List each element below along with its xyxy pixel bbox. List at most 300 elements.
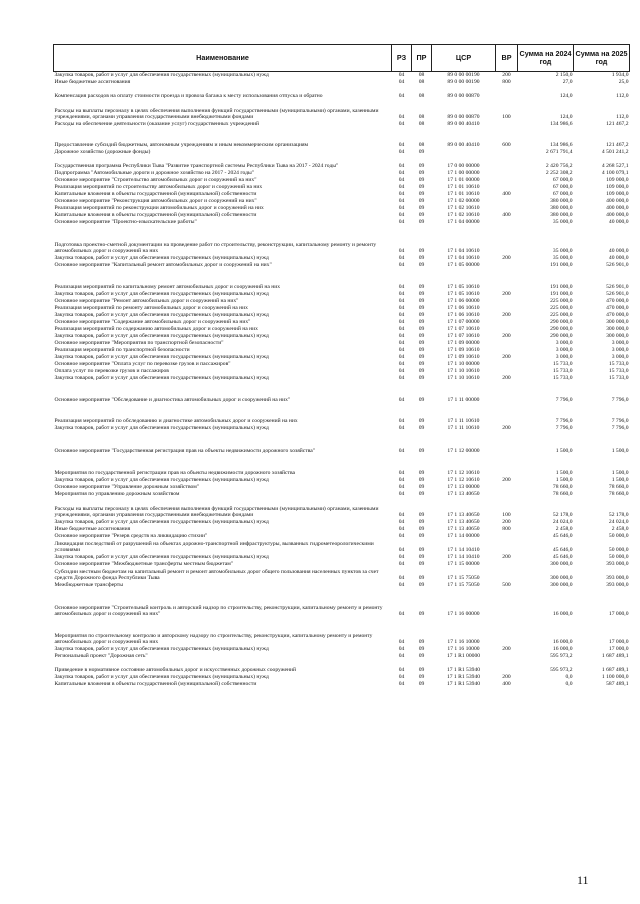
row-sum-2024: 290 000,0: [550, 326, 573, 333]
row-rz: 04: [398, 340, 405, 347]
row-csr: 89 0 00 40410: [447, 121, 480, 128]
row-vr: [496, 269, 518, 291]
row-csr: 17 1 06 10610: [447, 312, 480, 319]
row-csr: 17 1 02 10610: [447, 205, 480, 212]
row-name: Закупка товаров, работ и услуг для обеспечения государственных (муниципальных) нужд: [54, 519, 269, 526]
row-sum-2024: 7 796,0: [555, 418, 573, 425]
row-name: Закупка товаров, работ и услуг для обеспечения государственных (муниципальных) нужд: [54, 255, 269, 262]
row-sum-2025: 526 901,0: [606, 284, 629, 291]
table-row: [54, 540, 630, 554]
row-csr: 17 1 05 00000: [447, 262, 480, 269]
row-pr: 09: [418, 519, 425, 526]
row-sum-2025: 470 000,0: [606, 298, 629, 305]
table-row: [54, 432, 630, 455]
row-csr: 17 1 06 00000: [447, 298, 480, 305]
row-sum-2025: 1 934,0: [611, 72, 629, 79]
row-vr: 200: [502, 255, 511, 262]
row-rz: 04: [398, 491, 405, 498]
table-row: [54, 291, 630, 298]
table-row: [54, 361, 630, 368]
row-csr: 17 1 R1 53940: [446, 667, 481, 674]
table-row: [54, 375, 630, 382]
row-vr: 200: [502, 425, 511, 432]
row-vr: [496, 568, 518, 582]
row-sum-2024: 595 973,2: [550, 667, 573, 674]
row-pr: 09: [418, 255, 425, 262]
row-sum-2024: 16 000,0: [552, 611, 573, 618]
row-sum-2025: 400 000,0: [606, 205, 629, 212]
row-sum-2024: 3 000,0: [555, 340, 573, 347]
table-row: [54, 368, 630, 375]
row-csr: 17 1 02 10610: [447, 212, 480, 219]
row-sum-2025: 587 489,1: [606, 681, 629, 688]
row-rz: 04: [398, 284, 405, 291]
row-rz: 04: [398, 170, 405, 177]
table-row: [54, 121, 630, 128]
row-rz: 04: [398, 512, 405, 519]
row-csr: 17 1 12 10610: [447, 477, 480, 484]
row-sum-2025: 1 500,0: [611, 448, 629, 455]
row-sum-2025: 7 796,0: [611, 425, 629, 432]
row-csr: 17 1 09 00000: [447, 340, 480, 347]
header-sum-2025: Сумма на 2025 год: [574, 45, 630, 72]
row-sum-2025: 3 000,0: [611, 347, 629, 354]
row-sum-2025: 40 000,0: [608, 248, 629, 255]
row-sum-2025: 50 000,0: [608, 533, 629, 540]
table-row: [54, 561, 630, 568]
row-csr: 89 0 00 00870: [447, 114, 480, 121]
row-name: Реализация мероприятий по капитальному ремонт автомобильных дорог и сооружений на них: [54, 284, 281, 291]
row-csr: 89 0 00 00190: [447, 72, 480, 79]
row-pr: 09: [418, 653, 425, 660]
header-rz: РЗ: [392, 45, 412, 72]
row-csr: 17 1 15 75050: [447, 575, 480, 582]
row-sum-2024: 35 000,0: [552, 248, 573, 255]
row-sum-2024: 1 500,0: [555, 477, 573, 484]
row-name: Реализация мероприятий по строительству автомобильных дорог и сооружений на них: [54, 184, 263, 191]
row-name: Мероприятия по государственной регистрации прав на объекты недвижимости дорожного хозяйства: [54, 470, 296, 477]
row-vr: [496, 86, 518, 100]
row-sum-2024: 0,0: [565, 674, 573, 681]
row-name: Реализация мероприятий по обследованию и диагностике автомобильных дорог и сооружений на них: [54, 418, 298, 425]
row-sum-2025: 17 000,0: [608, 611, 629, 618]
table-row: [54, 404, 630, 425]
row-csr: 17 1 16 00000: [447, 611, 480, 618]
row-sum-2025: 50 000,0: [608, 547, 629, 554]
row-csr: 17 0 00 00000: [447, 163, 480, 170]
row-sum-2025: 3 000,0: [611, 354, 629, 361]
row-pr: 09: [418, 347, 425, 354]
row-vr: [496, 382, 518, 404]
row-vr: 400: [502, 191, 511, 198]
row-pr: 09: [418, 575, 425, 582]
header-pr: ПР: [412, 45, 432, 72]
row-csr: 17 1 R1 53940: [446, 674, 481, 681]
table-row: [54, 219, 630, 226]
row-vr: 200: [502, 354, 511, 361]
row-sum-2024: 45 646,0: [552, 533, 573, 540]
row-pr: 09: [418, 333, 425, 340]
row-name: Основное мероприятие "Мероприятия по транспортной безопасности": [54, 340, 224, 347]
table-row: [54, 568, 630, 582]
row-vr: [496, 361, 518, 368]
row-pr: 09: [418, 205, 425, 212]
table-row: [54, 326, 630, 333]
row-pr: 08: [418, 72, 425, 79]
row-csr: 17 1 14 10410: [447, 554, 480, 561]
row-pr: 09: [418, 477, 425, 484]
row-pr: 09: [418, 554, 425, 561]
row-sum-2025: 121 467,2: [606, 142, 629, 149]
row-sum-2024: 3 000,0: [555, 347, 573, 354]
row-pr: 08: [418, 114, 425, 121]
row-rz: 04: [398, 354, 405, 361]
row-rz: 04: [398, 163, 405, 170]
row-name: Ликвидация последствий от разрушений на объектах дорожно-транспортной инфраструктуры, вызванных гидрометеорологическими условиями: [54, 540, 374, 554]
row-vr: [496, 226, 518, 255]
row-name: Основное мероприятие "Управление дорожным хозяйством": [54, 484, 200, 491]
budget-page: [53, 44, 629, 688]
row-rz: 04: [398, 305, 405, 312]
row-sum-2025: 470 000,0: [606, 305, 629, 312]
row-sum-2024: 15 733,0: [552, 361, 573, 368]
table-row: [54, 333, 630, 340]
row-pr: 09: [418, 198, 425, 205]
row-pr: 09: [418, 177, 425, 184]
row-name: Основное мероприятие "Строительство автомобильных дорог и сооружений на них": [54, 177, 257, 184]
row-rz: 04: [398, 93, 405, 100]
row-name: Закупка товаров, работ и услуг для обеспечения государственных (муниципальных) нужд: [54, 312, 269, 319]
row-name: Закупка товаров, работ и услуг для обеспечения государственных (муниципальных) нужд: [54, 554, 269, 561]
row-csr: 17 1 07 10610: [447, 333, 480, 340]
row-rz: 04: [398, 177, 405, 184]
row-pr: 09: [418, 526, 425, 533]
row-vr: [496, 177, 518, 184]
row-rz: 04: [398, 639, 405, 646]
row-vr: 600: [502, 142, 511, 149]
row-sum-2024: 124,0: [559, 114, 573, 121]
row-pr: 09: [418, 484, 425, 491]
row-pr: 08: [418, 79, 425, 86]
table-row: [54, 177, 630, 184]
row-name: Расходы на обеспечение деятельности (оказание услуг) государственных учреждений: [54, 121, 260, 128]
row-sum-2024: 3 000,0: [555, 354, 573, 361]
row-csr: 17 1 13 40650: [447, 512, 480, 519]
row-csr: 17 1 R1 00000: [446, 653, 481, 660]
row-name: Капитальные вложения в объекты государственной (муниципальной) собственности: [54, 681, 257, 688]
row-pr: 09: [418, 425, 425, 432]
row-rz: 04: [398, 375, 405, 382]
row-sum-2024: 124,0: [559, 93, 573, 100]
row-rz: 04: [398, 255, 405, 262]
row-name: Основное мероприятие "Строительный контроль и авторский надзор по строительству, реконструкции, капитальному ремонту и ремонту автомобильных дорог и сооружений на них": [54, 604, 383, 618]
row-csr: 17 1 05 10610: [447, 284, 480, 291]
row-name: Расходы на выплаты персоналу в целях обеспечения выполнения функций государственными (муниципальными) органами, казенными учреждениями, органами управления государственными внебюджетными фондами: [54, 107, 379, 121]
row-pr: 09: [418, 582, 425, 589]
row-sum-2025: 526 901,0: [606, 291, 629, 298]
row-pr: 09: [418, 340, 425, 347]
row-sum-2024: 225 000,0: [550, 298, 573, 305]
row-rz: 04: [398, 219, 405, 226]
row-vr: [496, 455, 518, 477]
row-vr: [496, 319, 518, 326]
row-sum-2025: 393 000,0: [606, 582, 629, 589]
row-name: Основное мероприятие "Государственная регистрация прав на объекты недвижимости дорожного хозяйства": [54, 448, 316, 455]
row-vr: [496, 533, 518, 540]
row-rz: 04: [398, 361, 405, 368]
row-vr: 200: [502, 554, 511, 561]
row-sum-2025: 40 000,0: [608, 255, 629, 262]
row-name: Капитальные вложения в объекты государственной (муниципальной) собственности: [54, 212, 257, 219]
row-name: Расходы на выплаты персоналу в целях обеспечения выполнения функций государственными (муниципальными) органами, казенными учреждениями, органами управления государственными внебюджетными фондами: [54, 505, 379, 519]
row-rz: 04: [398, 526, 405, 533]
row-pr: 08: [418, 121, 425, 128]
row-csr: 17 1 09 10610: [447, 354, 480, 361]
row-pr: 09: [418, 312, 425, 319]
row-pr: 09: [418, 298, 425, 305]
row-sum-2024: 15 733,0: [552, 375, 573, 382]
table-row: [54, 477, 630, 484]
row-name: Реализация мероприятий по реконструкции автомобильных дорог и сооружений на них: [54, 205, 264, 212]
table-row: [54, 79, 630, 86]
row-rz: 04: [398, 121, 405, 128]
row-sum-2025: 109 000,0: [606, 191, 629, 198]
table-row: [54, 226, 630, 255]
row-vr: 800: [502, 526, 511, 533]
row-name: Основное мероприятие "Ремонт автомобильных дорог и сооружений на них": [54, 298, 239, 305]
row-name: Основное мероприятие "Капитальный ремонт автомобильных дорог и сооружений на них": [54, 262, 272, 269]
row-vr: 800: [502, 79, 511, 86]
row-sum-2024: 78 660,0: [552, 491, 573, 498]
table-row: [54, 533, 630, 540]
header-name: Наименование: [54, 45, 392, 72]
row-rz: 04: [398, 519, 405, 526]
row-pr: 09: [418, 305, 425, 312]
row-sum-2024: 300 000,0: [550, 575, 573, 582]
row-sum-2024: 7 796,0: [555, 425, 573, 432]
row-csr: 17 1 07 00000: [447, 319, 480, 326]
table-row: [54, 674, 630, 681]
row-sum-2024: 16 000,0: [552, 646, 573, 653]
row-name: Приведение в нормативное состояние автомобильных дорог и искусственных дорожных сооружений: [54, 667, 297, 674]
row-vr: 200: [502, 674, 511, 681]
table-row: [54, 582, 630, 589]
row-csr: 17 1 16 10000: [447, 646, 480, 653]
row-sum-2024: 7 796,0: [555, 397, 573, 404]
row-sum-2025: 1 687 489,1: [601, 653, 629, 660]
row-sum-2024: 595 973,2: [550, 653, 573, 660]
row-sum-2025: 25,0: [618, 79, 629, 86]
row-name: Закупка товаров, работ и услуг для обеспечения государственных (муниципальных) нужд: [54, 674, 269, 681]
row-csr: 17 1 12 00000: [447, 448, 480, 455]
row-rz: 04: [398, 418, 405, 425]
row-rz: 04: [398, 425, 405, 432]
row-vr: [496, 305, 518, 312]
row-csr: 17 1 04 10610: [447, 248, 480, 255]
row-rz: 04: [398, 191, 405, 198]
row-sum-2024: 67 000,0: [552, 184, 573, 191]
row-pr: 09: [418, 163, 425, 170]
row-vr: [496, 298, 518, 305]
row-vr: 200: [502, 477, 511, 484]
row-vr: 200: [502, 646, 511, 653]
row-rz: 04: [398, 184, 405, 191]
row-vr: 200: [502, 72, 511, 79]
row-rz: 04: [398, 212, 405, 219]
row-csr: 17 1 07 10610: [447, 326, 480, 333]
row-csr: 17 1 05 10610: [447, 291, 480, 298]
row-csr: 89 0 00 00870: [447, 93, 480, 100]
row-pr: 09: [418, 191, 425, 198]
row-pr: 09: [418, 368, 425, 375]
row-pr: 09: [418, 375, 425, 382]
row-csr: 17 1 12 10610: [447, 470, 480, 477]
table-row: [54, 347, 630, 354]
table-row: [54, 455, 630, 477]
table-row: [54, 100, 630, 121]
row-name: Основное мероприятие "Содержание автомобильных дорог и сооружений на них": [54, 319, 251, 326]
row-pr: 09: [418, 262, 425, 269]
row-pr: 08: [418, 142, 425, 149]
row-rz: 04: [398, 611, 405, 618]
row-name: Закупка товаров, работ и услуг для обеспечения государственных (муниципальных) нужд: [54, 333, 269, 340]
row-sum-2025: 15 733,0: [608, 375, 629, 382]
row-name: Закупка товаров, работ и услуг для обеспечения государственных (муниципальных) нужд: [54, 477, 269, 484]
row-name: Дорожное хозяйство (дорожные фонды): [54, 149, 151, 156]
row-csr: 17 1 15 00000: [447, 561, 480, 568]
row-rz: 04: [398, 646, 405, 653]
row-vr: [496, 347, 518, 354]
table-row: [54, 298, 630, 305]
row-rz: 04: [398, 72, 405, 79]
row-csr: 17 1 14 10410: [447, 547, 480, 554]
row-sum-2025: 15 733,0: [608, 361, 629, 368]
row-rz: 04: [398, 561, 405, 568]
row-rz: 04: [398, 484, 405, 491]
table-row: [54, 425, 630, 432]
row-pr: 09: [418, 639, 425, 646]
page-number: 11: [577, 873, 589, 887]
row-sum-2025: 17 000,0: [608, 646, 629, 653]
row-name: Мероприятия по управлению дорожным хозяйством: [54, 491, 180, 498]
row-name: Закупка товаров, работ и услуг для обеспечения государственных (муниципальных) нужд: [54, 375, 269, 382]
row-vr: [496, 368, 518, 375]
row-rz: 04: [398, 575, 405, 582]
row-pr: 09: [418, 533, 425, 540]
row-sum-2024: 290 000,0: [550, 333, 573, 340]
row-csr: 17 1 11 00000: [447, 397, 480, 404]
table-row: [54, 382, 630, 404]
row-pr: 09: [418, 248, 425, 255]
row-rz: 04: [398, 312, 405, 319]
row-pr: 09: [418, 291, 425, 298]
row-vr: 400: [502, 681, 511, 688]
row-rz: 04: [398, 262, 405, 269]
table-row: [54, 191, 630, 198]
row-pr: 09: [418, 397, 425, 404]
row-rz: 04: [398, 114, 405, 121]
row-rz: 04: [398, 291, 405, 298]
row-rz: 04: [398, 248, 405, 255]
row-rz: 04: [398, 198, 405, 205]
row-name: Государственная программа Республики Тыва "Развитие транспортной системы Республики Тыва на 2017 - 2024 годы": [54, 163, 339, 170]
row-sum-2024: 2 420 756,2: [545, 163, 573, 170]
row-sum-2024: 2 150,0: [555, 72, 573, 79]
row-csr: 17 1 06 10610: [447, 305, 480, 312]
table-row: [54, 72, 630, 79]
row-csr: 17 1 13 40650: [447, 491, 480, 498]
row-csr: 17 1 14 00000: [447, 533, 480, 540]
row-sum-2025: 300 000,0: [606, 326, 629, 333]
row-name: Компенсация расходов на оплату стоимости проезда и провоза багажа к месту использования отпуска и обратно: [54, 93, 323, 100]
row-rz: 04: [398, 298, 405, 305]
row-sum-2024: 45 646,0: [552, 554, 573, 561]
row-vr: [496, 432, 518, 455]
row-vr: [496, 484, 518, 491]
row-name: Субсидии местным бюджетам на капитальный ремонт и ремонт автомобильных дорог общего пользования населенных пунктов за счет средств Дорожного фонда Республики Тыва: [54, 568, 379, 582]
row-pr: 08: [418, 93, 425, 100]
row-vr: [496, 219, 518, 226]
row-pr: 09: [418, 448, 425, 455]
row-vr: [496, 326, 518, 333]
row-name: Основное мероприятие "Межбюджетные трансферты местным бюджетам": [54, 561, 234, 568]
row-sum-2024: 380 000,0: [550, 198, 573, 205]
row-rz: 04: [398, 79, 405, 86]
row-pr: 09: [418, 219, 425, 226]
row-sum-2024: 35 000,0: [552, 219, 573, 226]
row-sum-2024: 191 000,0: [550, 262, 573, 269]
row-sum-2024: 27,0: [562, 79, 573, 86]
table-row: [54, 618, 630, 646]
table-row: [54, 589, 630, 618]
row-sum-2024: 0,0: [565, 681, 573, 688]
row-vr: [496, 589, 518, 618]
table-row: [54, 262, 630, 269]
row-name: Подготовка проектно-сметной документации на проведение работ по строительству, реконструкции, капитальному ремонту и ремонту автомобильных дорог и сооружений на них: [54, 241, 377, 255]
row-sum-2024: 2 252 308,2: [545, 170, 573, 177]
row-rz: 04: [398, 142, 405, 149]
row-sum-2024: 15 733,0: [552, 368, 573, 375]
table-row: [54, 305, 630, 312]
header-csr: ЦСР: [432, 45, 496, 72]
row-name: Иные бюджетные ассигнования: [54, 526, 131, 533]
row-csr: 17 1 11 10610: [447, 425, 480, 432]
row-pr: 09: [418, 149, 425, 156]
row-pr: 09: [418, 646, 425, 653]
row-vr: [496, 404, 518, 425]
row-vr: 400: [502, 212, 511, 219]
row-sum-2024: 1 500,0: [555, 448, 573, 455]
row-rz: 04: [398, 674, 405, 681]
row-name: Реализация мероприятий по содержанию автомобильных дорог и сооружений на них: [54, 326, 258, 333]
row-rz: 04: [398, 653, 405, 660]
row-csr: 17 1 04 00000: [447, 219, 480, 226]
row-sum-2025: 4 501 241,2: [601, 149, 629, 156]
row-vr: [496, 205, 518, 212]
row-pr: 09: [418, 470, 425, 477]
row-vr: [496, 340, 518, 347]
row-csr: 17 1 00 00000: [447, 170, 480, 177]
row-sum-2025: 112,0: [616, 93, 629, 100]
row-vr: 500: [502, 582, 511, 589]
row-vr: [496, 262, 518, 269]
row-name: Основное мероприятие "Обследование и диагностика автомобильных дорог и сооружений на них": [54, 397, 291, 404]
row-sum-2024: 134 986,6: [550, 121, 573, 128]
row-pr: 09: [418, 547, 425, 554]
row-name: Закупка товаров, работ и услуг для обеспечения государственных (муниципальных) нужд: [54, 646, 269, 653]
row-sum-2024: 290 000,0: [550, 319, 573, 326]
table-row: [54, 170, 630, 177]
